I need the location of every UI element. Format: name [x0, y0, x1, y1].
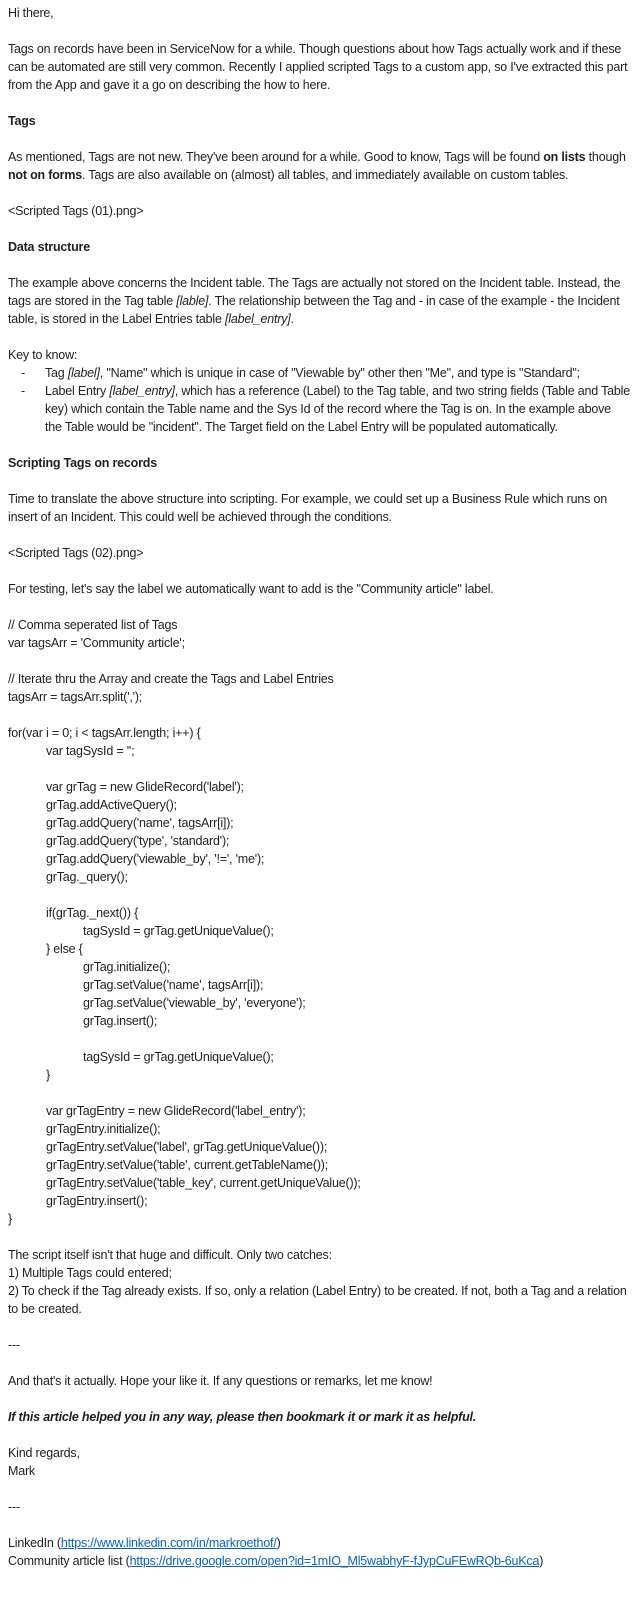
text-line	[8, 202, 630, 220]
text-run: }	[8, 1212, 12, 1226]
text-line	[8, 238, 630, 256]
signoff	[8, 1444, 630, 1480]
code-for-loop	[8, 724, 630, 760]
article-body	[8, 4, 630, 1570]
text-run: }	[46, 1068, 50, 1082]
text-line	[8, 274, 630, 328]
text-line	[8, 1498, 630, 1516]
code-line	[8, 904, 630, 922]
emphasized-text: Tags	[8, 114, 36, 128]
footer-links	[8, 1534, 630, 1570]
text-run: And that's it actually. Hope your like it. If any questions or remarks, let me know!	[8, 1374, 433, 1388]
emphasized-text: not on forms	[8, 168, 82, 182]
text-run: var tagSysId = '';	[46, 744, 135, 758]
text-run: Key to know:	[8, 348, 78, 362]
text-run: , "Name" which is unique in case of "Viewable by" other then "Me", and type is "Standard";	[99, 366, 580, 380]
text-run: .	[290, 312, 294, 326]
text-run: . Tags are also available on (almost) all tables, and immediately available on custom tables.	[81, 168, 569, 182]
emphasized-text: [label_entry]	[109, 384, 175, 398]
testing-paragraph	[8, 580, 630, 598]
code-line	[8, 634, 630, 652]
image-placeholder-2	[8, 544, 630, 562]
list-item	[8, 364, 630, 382]
text-run: Tags on records have been in ServiceNow for a while. Though questions about how Tags actually work and if these can be automated are still very common. Recently I applied scripted Tags to a custom app, so I've extracted this part from the App and gave it a go on describing the how to here.	[8, 42, 628, 92]
tags-paragraph	[8, 148, 630, 184]
text-run: grTagEntry.setValue('table', current.getTableName());	[46, 1158, 329, 1172]
heading-tags	[8, 112, 630, 130]
code-grtag-query	[8, 778, 630, 886]
text-run: Time to translate the above structure into scripting. For example, we could set up a Business Rule which runs on insert of an Incident. This could well be achieved through the conditions.	[8, 492, 607, 524]
code-line	[8, 1120, 630, 1138]
text-run: As mentioned, Tags are not new. They've been around for a while. Good to know, Tags will be found	[8, 150, 544, 164]
text-run: grTag.addQuery('type', 'standard');	[46, 834, 230, 848]
text-run: ---	[8, 1500, 20, 1514]
text-run: grTag.insert();	[83, 1014, 158, 1028]
linkedin-link[interactable]: https://www.linkedin.com/in/markroethof/	[60, 1536, 277, 1550]
data-structure-paragraph	[8, 274, 630, 328]
text-line	[8, 112, 630, 130]
text-line	[8, 1408, 630, 1426]
text-line	[8, 580, 630, 598]
separator-1	[8, 1336, 630, 1354]
code-line	[8, 742, 630, 760]
text-run: grTag._query();	[46, 870, 128, 884]
code-line	[8, 1210, 630, 1228]
code-line	[8, 850, 630, 868]
text-run: Tag	[45, 366, 68, 380]
greeting	[8, 4, 630, 22]
text-line	[8, 346, 630, 364]
code-grtagentry	[8, 1102, 630, 1228]
bookmark-note	[8, 1408, 630, 1426]
catches-paragraph	[8, 1246, 630, 1318]
text-run: } else {	[46, 942, 83, 956]
text-run: LinkedIn (	[8, 1536, 61, 1550]
image-placeholder-1	[8, 202, 630, 220]
code-line	[8, 922, 630, 940]
text-run: ---	[8, 1338, 20, 1352]
text-run: )	[276, 1536, 281, 1550]
text-run: var tagsArr = 'Community article';	[8, 636, 185, 650]
code-line	[8, 1066, 630, 1084]
text-run: 2) To check if the Tag already exists. If so, only a relation (Label Entry) to be created. If not, both a Tag and a relation to be created.	[8, 1284, 627, 1316]
text-run: <Scripted Tags (01).png>	[8, 204, 144, 218]
text-run: , which has a reference (Label) to the Tag table, and two string fields (Table and Table key) which contain the Table name and the Sys Id of the record where the Tag is on. In the example above the Table would be "incident". The Target field on the Label Entry will be populated automatically.	[45, 384, 630, 434]
code-line	[8, 796, 630, 814]
text-run: grTagEntry.setValue('table_key', current.getUniqueValue());	[46, 1176, 361, 1190]
code-comment-iterate	[8, 670, 630, 706]
text-run: // Comma seperated list of Tags	[8, 618, 178, 632]
code-line	[8, 1138, 630, 1156]
key-to-know-label	[8, 346, 630, 364]
list-item	[8, 382, 630, 436]
text-run: if(grTag._next()) {	[46, 906, 139, 920]
emphasized-text: [label]	[67, 366, 100, 380]
code-line	[8, 1174, 630, 1192]
code-line	[8, 832, 630, 850]
code-line	[8, 778, 630, 796]
text-run: Kind regards,	[8, 1446, 80, 1460]
text-run: The script itself isn't that huge and difficult. Only two catches:	[8, 1248, 332, 1262]
emphasized-text: If this article helped you in any way, please then bookmark it or mark it as helpful.	[8, 1410, 477, 1424]
code-line	[8, 724, 630, 742]
code-else-end	[8, 1048, 630, 1084]
text-line	[8, 1552, 630, 1570]
text-line	[8, 490, 630, 526]
list-bullet: -	[21, 366, 25, 380]
text-run: grTag.initialize();	[83, 960, 171, 974]
text-line	[8, 544, 630, 562]
intro-paragraph	[8, 40, 630, 94]
code-line	[8, 688, 630, 706]
code-comment-tags	[8, 616, 630, 652]
code-line	[8, 1102, 630, 1120]
text-line	[8, 148, 630, 184]
code-line	[8, 994, 630, 1012]
emphasized-text: [lable]	[176, 294, 209, 308]
text-run: tagSysId = grTag.getUniqueValue();	[83, 924, 274, 938]
key-to-know-list	[8, 364, 630, 436]
emphasized-text: Scripting Tags on records	[8, 456, 157, 470]
code-line	[8, 1048, 630, 1066]
emphasized-text: [label_entry]	[225, 312, 291, 326]
text-line	[8, 1372, 630, 1390]
text-run: 1) Multiple Tags could entered;	[8, 1266, 172, 1280]
code-line	[8, 940, 630, 958]
text-run: tagsArr = tagsArr.split(',');	[8, 690, 143, 704]
text-run: grTagEntry.initialize();	[46, 1122, 161, 1136]
scripting-paragraph	[8, 490, 630, 526]
text-run: grTag.setValue('name', tagsArr[i]);	[83, 978, 264, 992]
text-run: var grTag = new GlideRecord('label');	[46, 780, 244, 794]
code-line	[8, 868, 630, 886]
code-line	[8, 1012, 630, 1030]
text-line	[8, 1534, 630, 1552]
text-run: // Iterate thru the Array and create the Tags and Label Entries	[8, 672, 334, 686]
text-line	[8, 4, 630, 22]
text-line	[8, 454, 630, 472]
code-line	[8, 814, 630, 832]
text-run: Mark	[8, 1464, 35, 1478]
text-run: . The relationship between the Tag and - in case of the example - the Incident table, is stored in the Label Entries table	[8, 294, 620, 326]
text-run: grTag.addQuery('name', tagsArr[i]);	[46, 816, 234, 830]
emphasized-text: on lists	[543, 150, 586, 164]
text-run: grTag.setValue('viewable_by', 'everyone');	[83, 996, 306, 1010]
text-line	[8, 1264, 630, 1282]
text-line	[8, 1444, 630, 1462]
text-line	[8, 1282, 630, 1318]
code-line	[8, 670, 630, 688]
text-run: tagSysId = grTag.getUniqueValue();	[83, 1050, 274, 1064]
text-run: The example above concerns the Incident table. The Tags are actually not stored on the Incident table. Instead, the tags are stored in the Tag table	[8, 276, 621, 308]
text-run: Hi there,	[8, 6, 54, 20]
closing-paragraph	[8, 1372, 630, 1390]
text-run: <Scripted Tags (02).png>	[8, 546, 144, 560]
text-line	[8, 1246, 630, 1264]
text-run: grTag.addQuery('viewable_by', '!=', 'me');	[46, 852, 265, 866]
emphasized-text: Data structure	[8, 240, 90, 254]
text-run: Label Entry	[45, 384, 110, 398]
text-run: For testing, let's say the label we automatically want to add is the "Community article" label.	[8, 582, 494, 596]
text-line	[8, 1462, 630, 1480]
code-line	[8, 1192, 630, 1210]
code-if-else	[8, 904, 630, 1030]
text-line	[8, 1336, 630, 1354]
text-run: var grTagEntry = new GlideRecord('label_entry');	[46, 1104, 306, 1118]
list-bullet: -	[21, 384, 25, 398]
code-line	[8, 616, 630, 634]
heading-data-structure	[8, 238, 630, 256]
text-run: Community article list (	[8, 1554, 130, 1568]
text-run: grTagEntry.setValue('label', grTag.getUniqueValue());	[46, 1140, 328, 1154]
text-line	[8, 40, 630, 94]
text-run: grTag.addActiveQuery();	[46, 798, 177, 812]
code-line	[8, 958, 630, 976]
text-run: for(var i = 0; i < tagsArr.length; i++) {	[8, 726, 201, 740]
heading-scripting-tags	[8, 454, 630, 472]
community-article-list-link[interactable]: https://drive.google.com/open?id=1mIO_Ml5wabhyF-fJypCuFEwRQb-6uKca	[129, 1554, 540, 1568]
text-run: grTagEntry.insert();	[46, 1194, 148, 1208]
code-line	[8, 976, 630, 994]
text-run: though	[585, 150, 626, 164]
separator-2	[8, 1498, 630, 1516]
text-run: )	[539, 1554, 544, 1568]
code-line	[8, 1156, 630, 1174]
